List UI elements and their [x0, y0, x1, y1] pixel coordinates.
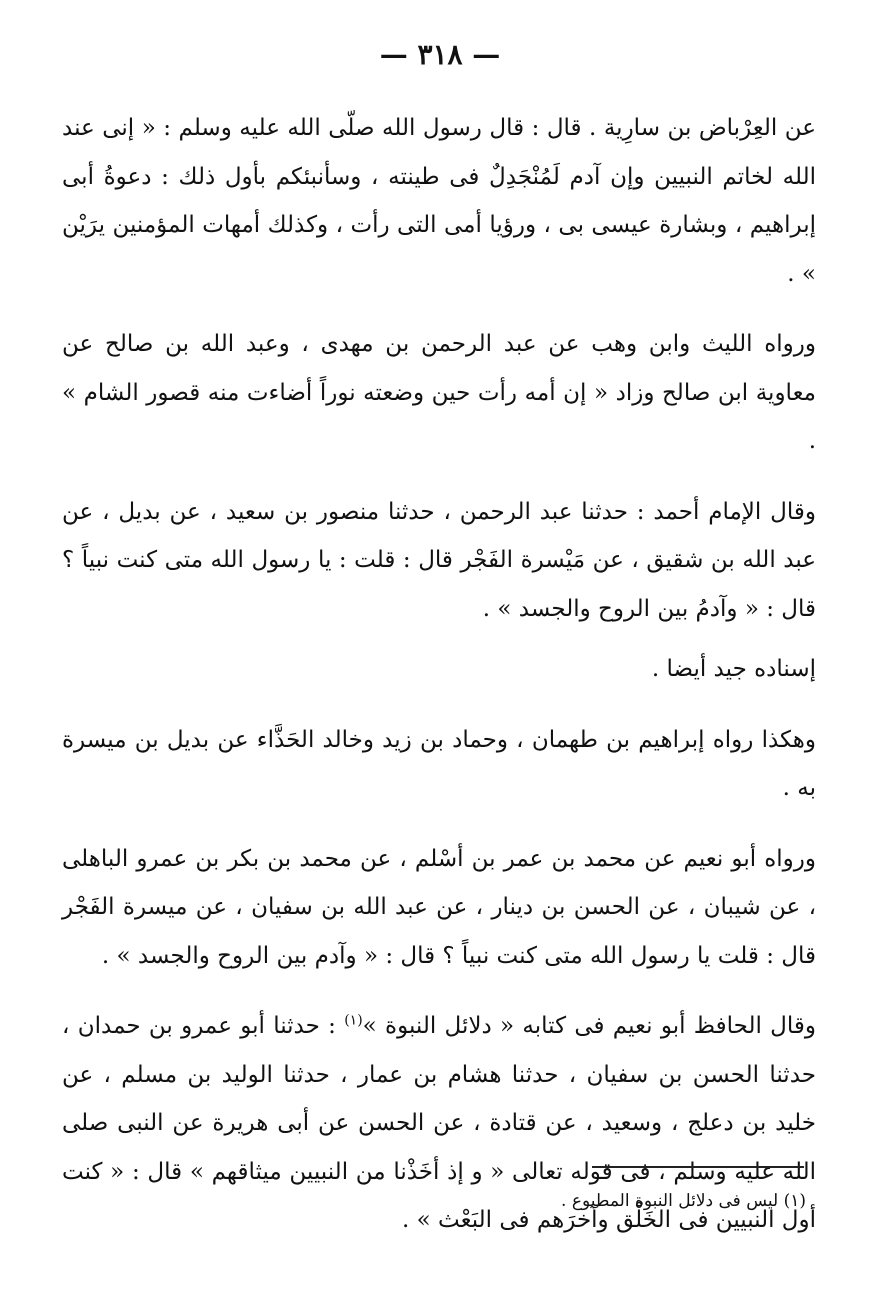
- paragraph-2: ورواه الليث وابن وهب عن عبد الرحمن بن مهدى ، وعبد الله بن صالح عن معاوية ابن صالح وزاد « إن أمه رأت حين وضعته نوراً أضاءت منه قصور الشام » .: [62, 331, 816, 454]
- page-number: — ٣١٨ —: [379, 38, 501, 71]
- footnote-divider: [592, 1166, 804, 1168]
- paragraph-7-text-rest: : حدثنا أبو عمرو بن حمدان ، حدثنا الحسن بن سفيان ، حدثنا هشام بن عمار ، حدثنا الوليد بن مسلم ، عن خليد بن دعلج ، وسعيد ، عن قتادة ، عن الحسن عن أبى هريرة عن النبى صلى الله عليه وسلم ، فى قوله تعالى « و إذ أخَذْنا من النبيين ميثاقهم » قال : « كنت أول النبيين فى الخَلْق وآخرَهم فى البَعْث » .: [62, 1013, 816, 1233]
- paragraph-7-text: وقال الحافظ أبو نعيم فى كتابه « دلائل النبوة »: [362, 1013, 816, 1039]
- body-text: [62, 104, 816, 1257]
- paragraph-5: وهكذا رواه إبراهيم بن طهمان ، وحماد بن زيد وخالد الحَذَّاء عن بديل بن ميسرة به .: [62, 726, 816, 801]
- paragraph-1: عن العِرْباض بن سارِية . قال : قال رسول الله صلّى الله عليه وسلم : « إنى عند الله لخاتم النبيين وإن آدم لَمُنْجَدِلٌ فى طينته ، وسأنبئكم بأول ذلك : دعوةُ أبى إبراهيم ، وبشارة عيسى بى ، ورؤيا أمى التى رأت ، وكذلك أمهات المؤمنين يرَيْن » .: [62, 115, 816, 287]
- paragraph-3: وقال الإمام أحمد : حدثنا عبد الرحمن ، حدثنا منصور بن سعيد ، عن بديل ، عن عبد الله بن شقيق ، عن مَيْسرة الفَجْر قال : قلت : يا رسول الله متى كنت نبياً ؟ قال : « وآدمُ بين الروح والجسد » .: [62, 498, 816, 622]
- paragraph-6: ورواه أبو نعيم عن محمد بن عمر بن أسْلم ، عن محمد بن بكر بن عمرو الباهلى ، عن شيبان ، عن الحسن بن دينار ، عن عبد الله بن سفيان ، عن ميسرة الفَجْر قال : قلت يا رسول الله متى كنت نبياً ؟ قال : « وآدم بين الروح والجسد » .: [62, 845, 816, 969]
- paragraph-4: إسناده جيد أيضا .: [651, 656, 816, 682]
- footnote-reference-marker[interactable]: (١): [344, 1012, 363, 1029]
- footnote: (١) ليس فى دلائل النبوة المطبوع .: [561, 1191, 806, 1211]
